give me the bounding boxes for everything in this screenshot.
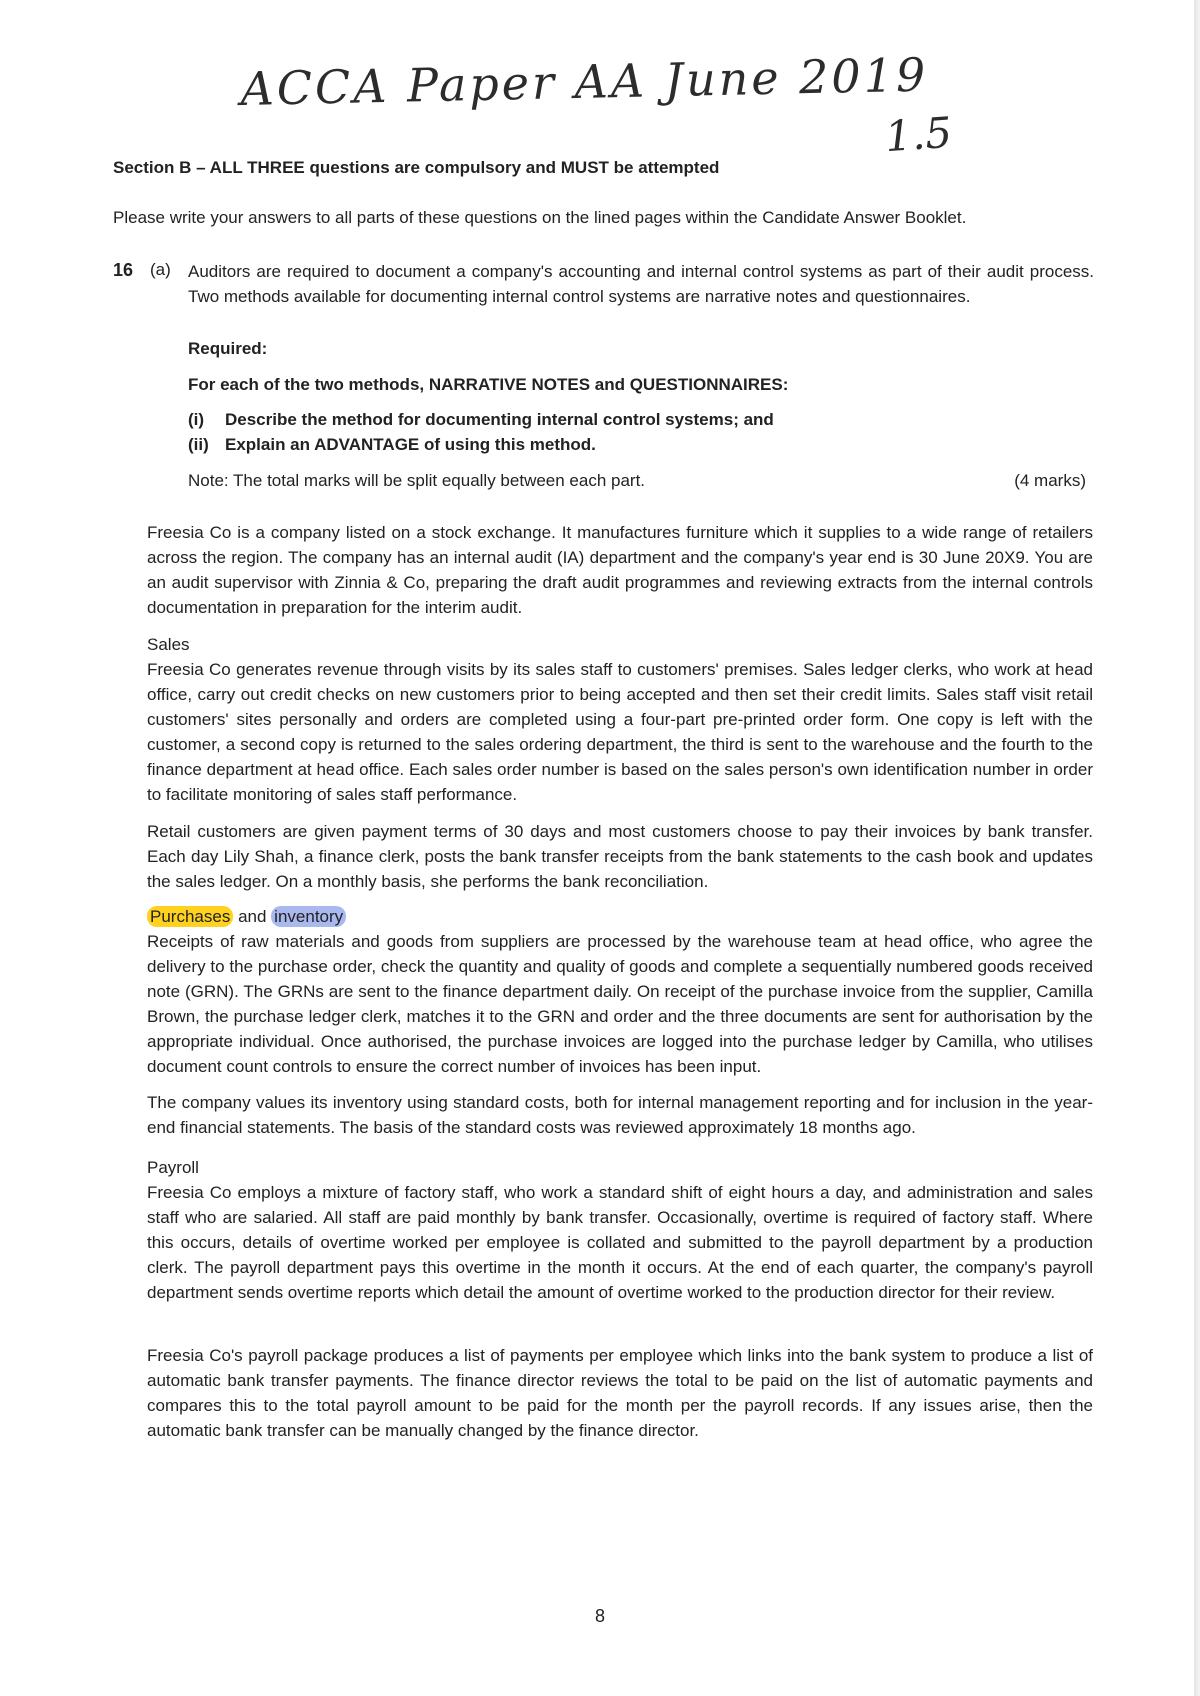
handwritten-mark: 1.5 <box>883 107 954 162</box>
note-text: Note: The total marks will be split equally between each part. <box>188 471 646 490</box>
sales-heading: Sales <box>147 635 190 654</box>
sub-item-label: (ii) <box>188 435 209 454</box>
required-text: For each of the two methods, NARRATIVE NOTES and QUESTIONNAIRES: <box>188 375 789 394</box>
question-part: (a) <box>150 260 171 279</box>
page-edge <box>1194 0 1200 1696</box>
sub-item-i <box>188 407 1094 432</box>
marks-allocation: (4 marks) <box>1014 471 1086 490</box>
payroll-paragraph-2: Freesia Co's payroll package produces a list of payments per employee which links into the bank system to produce a list of automatic bank transfer payments. The finance director reviews the total to be paid on the list of automatic payments and compares this to the total payroll amount to be paid for the month per the payroll records. If any issues arise, then the automatic bank transfer can be manually changed by the finance director. <box>147 1346 1093 1440</box>
sub-item-ii <box>188 432 1094 457</box>
page-number: 8 <box>594 1606 605 1626</box>
scenario-intro: Freesia Co is a company listed on a stock exchange. It manufactures furniture which it supplies to a wide range of retailers across the region. The company has an internal audit (IA) department and the company's year end is 30 June 20X9. You are an audit supervisor with Zinnia & Co, preparing the draft audit programmes and reviewing extracts from the internal controls documentation in preparation for the interim audit. <box>147 523 1093 617</box>
sales-paragraph-1: Freesia Co generates revenue through visits by its sales staff to customers' premises. Sales ledger clerks, who work at head office, carry out credit checks on new customers prior to being accepted and then set their credit limits. Sales staff visit retail customers' sites personally and orders are completed using a four-part pre-printed order form. One copy is left with the customer, a second copy is returned to the sales ordering department, the third is sent to the warehouse and the fourth to the finance department at head office. Each sales order number is based on the sales person's own identification number in order to facilitate monitoring of sales staff performance. <box>147 660 1093 804</box>
purchases-paragraph-2: The company values its inventory using standard costs, both for internal management reporting and for inclusion in the year-end financial statements. The basis of the standard costs was reviewed approximately 18 months ago. <box>147 1093 1093 1137</box>
instruction-text: Please write your answers to all parts of these questions on the lined pages within the Candidate Answer Booklet. <box>113 208 967 227</box>
sub-item-label: (i) <box>188 410 205 429</box>
sub-item-text: Explain an ADVANTAGE of using this method. <box>225 435 596 454</box>
purchases-paragraph-1: Receipts of raw materials and goods from suppliers are processed by the warehouse team at head office, who agree the delivery to the purchase order, check the quantity and quality of goods and complete a sequentially numbered goods received note (GRN). The GRNs are sent to the finance department daily. On receipt of the purchase invoice from the supplier, Camilla Brown, the purchase ledger clerk, matches it to the GRN and order and the three documents are sent for authorisation by the appropriate individual. Once authorised, the purchase invoices are logged into the purchase ledger by Camilla, who utilises document count controls to ensure the correct number of invoices has been input. <box>147 932 1093 1076</box>
payroll-paragraph-1: Freesia Co employs a mixture of factory staff, who work a standard shift of eight hours a day, and administration and sales staff who are salaried. All staff are paid monthly by bank transfer. Occasionally, overtime is required of factory staff. Where this occurs, details of overtime worked per employee is collated and submitted to the payroll department by a production clerk. The payroll department pays this overtime in the month it occurs. At the end of each quarter, the company's payroll department sends overtime reports which detail the amount of overtime worked to the production director for their review. <box>147 1183 1093 1302</box>
heading-and: and <box>238 907 267 926</box>
note-row <box>188 468 1086 493</box>
highlighted-purchases: Purchases <box>147 906 233 927</box>
highlighted-inventory: inventory <box>271 906 346 927</box>
purchases-inventory-heading <box>147 904 1093 929</box>
section-heading: Section B – ALL THREE questions are compulsory and MUST be attempted <box>113 158 720 177</box>
required-label: Required: <box>188 339 268 358</box>
sales-paragraph-2: Retail customers are given payment terms of 30 days and most customers choose to pay their invoices by bank transfer. Each day Lily Shah, a finance clerk, posts the bank transfer receipts from the bank statements to the cash book and updates the sales ledger. On a monthly basis, she performs the bank reconciliation. <box>147 822 1093 891</box>
sub-item-text: Describe the method for documenting internal control systems; and <box>225 410 774 429</box>
handwritten-title: ACCA Paper AA June 2019 <box>240 47 929 116</box>
question-intro: Auditors are required to document a company's accounting and internal control systems as part of their audit process. Two methods available for documenting internal control systems are narrative notes and questionnaires. <box>188 262 1094 306</box>
payroll-heading: Payroll <box>147 1158 199 1177</box>
question-number: 16 <box>113 260 134 280</box>
